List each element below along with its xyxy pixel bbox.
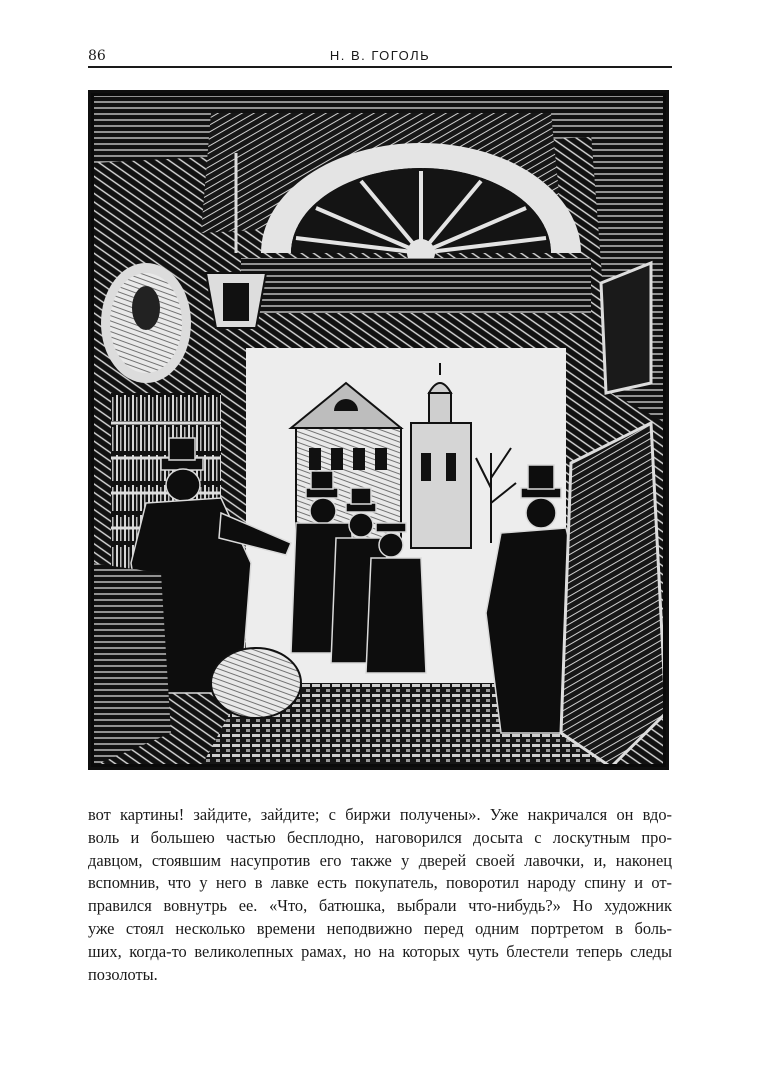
text-line: ших, когда-то великолепных рамах, но на которых чуть блестели теперь следы bbox=[88, 941, 672, 961]
text-line: воль и большею частью бесплодно, наговорился досыта с лоскутным про- bbox=[88, 827, 672, 847]
illustration-image bbox=[91, 93, 666, 767]
running-head: Н. В. ГОГОЛЬ bbox=[329, 48, 431, 63]
header-rule bbox=[88, 66, 672, 68]
page-number: 86 bbox=[88, 48, 106, 64]
page-header bbox=[88, 44, 672, 66]
text-line: позолоты. bbox=[88, 964, 158, 984]
body-text bbox=[88, 804, 672, 986]
text-line: уже стоял несколько времени неподвижно перед одним портретом в боль- bbox=[88, 918, 672, 938]
woodcut-illustration bbox=[88, 90, 669, 770]
text-line: вспомнив, что у него в лавке есть покупатель, поворотил народу спину и от- bbox=[88, 873, 672, 893]
text-line: давцом, стоявшим насупротив его также у дверей своей лавочки, и, наконец bbox=[88, 850, 672, 870]
text-line: вот картины! зайдите, зайдите; с биржи получены». Уже накричался он вдо- bbox=[88, 805, 672, 824]
text-line: правился вовнутрь ее. «Что, батюшка, выбрали что-нибудь?» Но художник bbox=[88, 896, 672, 916]
